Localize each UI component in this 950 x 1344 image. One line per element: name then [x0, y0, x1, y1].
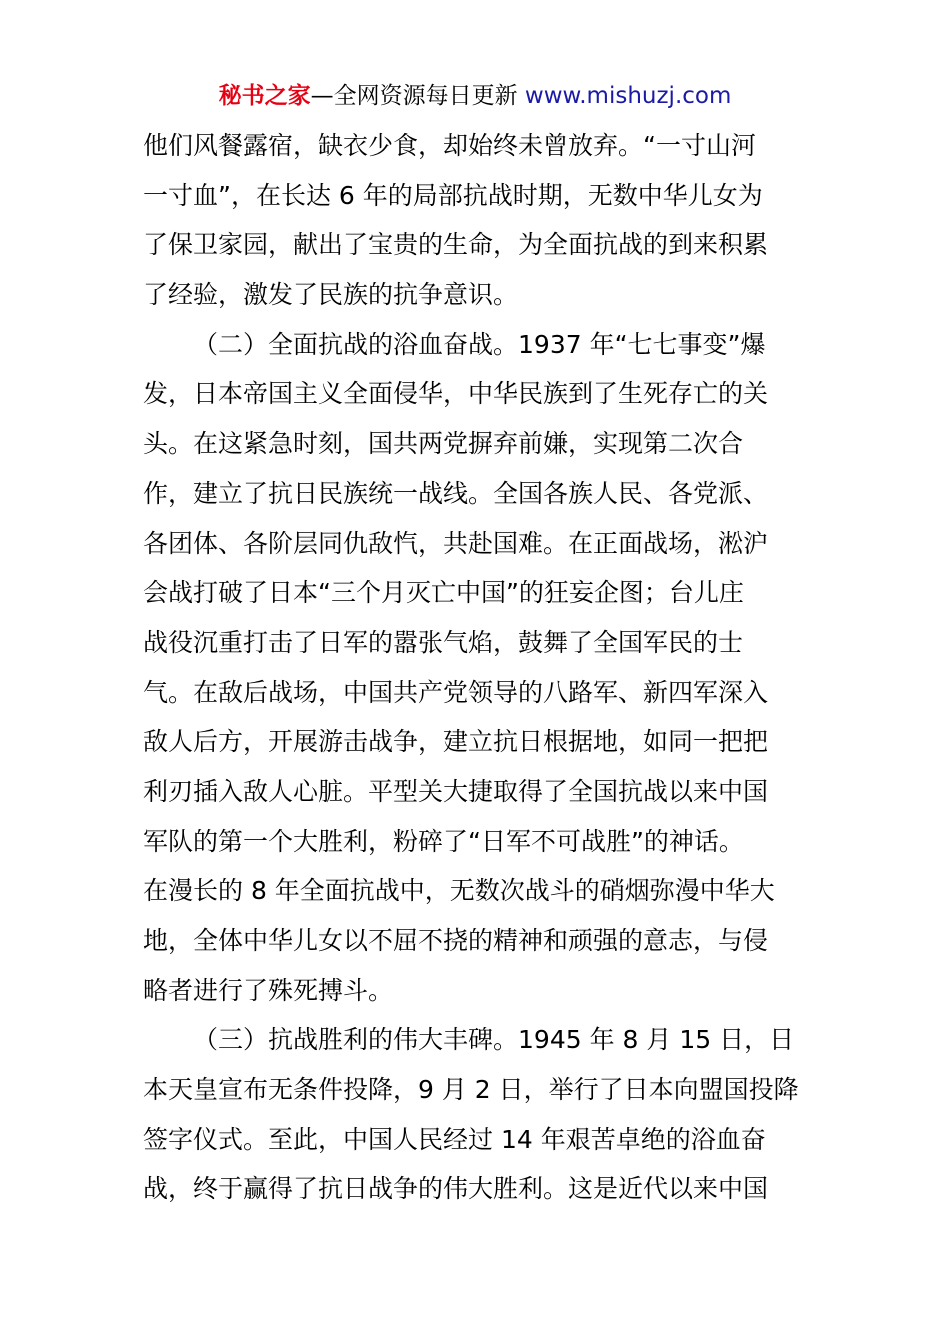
- text-line: 在漫长的 8 年全面抗战中，无数次战斗的硝烟弥漫中华大: [143, 876, 775, 906]
- text-line: 军队的第一个大胜利，粉碎了“日军不可战胜”的神话。: [143, 826, 744, 856]
- text-line: 地，全体中华儿女以不屈不挠的精神和顽强的意志，与侵: [143, 926, 769, 955]
- text-line: 战役沉重打击了日军的嚣张气焰，鼓舞了全国军民的士: [143, 627, 744, 657]
- section-heading-line: （三）抗战胜利的伟大丰碑。1945 年 8 月 15 日，日: [193, 1025, 795, 1055]
- text-line: 利刃插入敌人心脏。平型关大捷取得了全国抗战以来中国: [143, 776, 769, 806]
- text-line: 签字仪式。至此，中国人民经过 14 年艰苦卓绝的浴血奋: [143, 1124, 766, 1154]
- text-line: 作，建立了抗日民族统一战线。全国各族人民、各党派、: [143, 478, 769, 508]
- text-line: 战，终于赢得了抗日战争的伟大胜利。这是近代以来中国: [143, 1174, 769, 1204]
- text-line: 头。在这紧急时刻，国共两党摒弃前嫌，实现第二次合: [143, 429, 744, 459]
- text-line: 敌人后方，开展游击战争，建立抗日根据地，如同一把把: [143, 727, 769, 757]
- site-tagline: —全网资源每日更新: [310, 83, 525, 109]
- text-line: 各团体、各阶层同仇敌忾，共赴国难。在正面战场，淞沪: [143, 528, 769, 558]
- text-line: 了经验，激发了民族的抗争意识。: [143, 280, 519, 310]
- text-line: 气。在敌后战场，中国共产党领导的八路军、新四军深入: [143, 677, 769, 707]
- site-header: [0, 80, 950, 112]
- text-line: 会战打破了日本“三个月灭亡中国”的狂妄企图；台儿庄: [143, 578, 744, 608]
- section-heading-line: （二）全面抗战的浴血奋战。1937 年“七七事变”爆: [193, 329, 766, 359]
- text-line: 本天皇宣布无条件投降，9 月 2 日，举行了日本向盟国投降: [143, 1075, 799, 1105]
- document-body: [143, 121, 807, 1214]
- text-line: 了保卫家园，献出了宝贵的生命，为全面抗战的到来积累: [143, 230, 769, 260]
- text-line: 一寸血”，在长达 6 年的局部抗战时期，无数中华儿女为: [143, 180, 763, 210]
- site-url-link[interactable]: www.mishuzj.com: [524, 83, 732, 109]
- text-line: 略者进行了殊死搏斗。: [143, 975, 394, 1005]
- text-line: 发，日本帝国主义全面侵华，中华民族到了生死存亡的关: [143, 379, 769, 409]
- site-brand: 秘书之家: [218, 83, 311, 109]
- text-line: 他们风餐露宿，缺衣少食，却始终未曾放弃。“一寸山河: [143, 131, 756, 160]
